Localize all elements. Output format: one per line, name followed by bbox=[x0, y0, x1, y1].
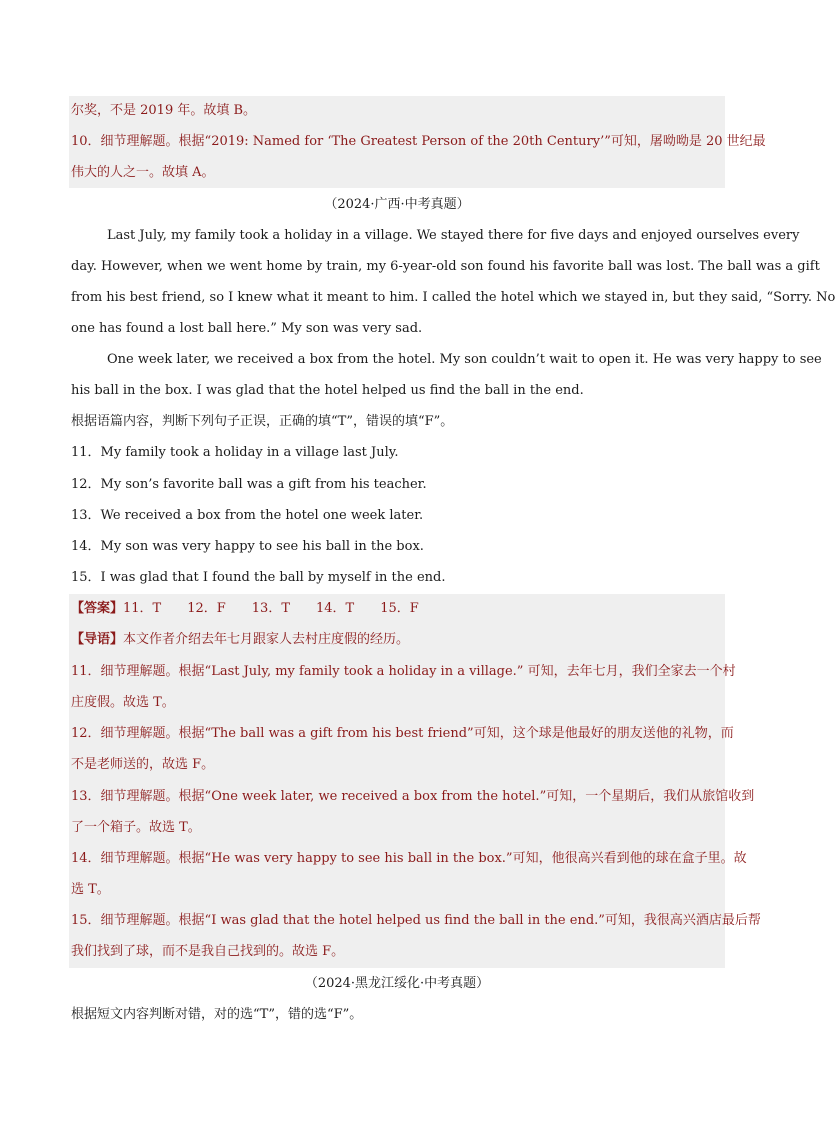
passage-line: One week later, we received a box from the hotel. My son couldn’t wait to open it. He was very happy to see bbox=[107, 352, 822, 367]
question-item: 14．My son was very happy to see his ball in the box. bbox=[71, 539, 424, 554]
question-item: 12．My son’s favorite ball was a gift from his teacher. bbox=[71, 477, 427, 492]
passage-line: from his best friend, so I knew what it meant to him. I called the hotel which we stayed in, but they said, “Sorry. No bbox=[71, 290, 835, 305]
passage-line: Last July, my family took a holiday in a village. We stayed there for five days and enjoyed ourselves every bbox=[107, 228, 800, 243]
source-label: （2024·黑龙江绥化·中考真题） bbox=[304, 976, 490, 991]
explanation-line: 15．细节理解题。根据“I was glad that the hotel helped us find the ball in the end.”可知，我很高兴酒店最后帮 bbox=[71, 913, 761, 928]
explanation-line: 12．细节理解题。根据“The ball was a gift from his best friend”可知，这个球是他最好的朋友送他的礼物，而 bbox=[71, 726, 734, 741]
explanation-line: 14．细节理解题。根据“He was very happy to see his ball in the box.”可知，他很高兴看到他的球在盒子里。故 bbox=[71, 851, 747, 866]
explanation-line: 我们找到了球，而不是我自己找到的。故选 F。 bbox=[71, 944, 345, 959]
explanation-line: 尔奖，不是 2019 年。故填 B。 bbox=[71, 103, 257, 118]
passage-line: one has found a lost ball here.” My son was very sad. bbox=[71, 321, 423, 336]
explanation-line: 选 T。 bbox=[71, 882, 110, 897]
answer-line bbox=[71, 599, 723, 619]
explanation-line: 11．细节理解题。根据“Last July, my family took a holiday in a village.” 可知，去年七月，我们全家去一个村 bbox=[71, 664, 736, 679]
question-item: 15．I was glad that I found the ball by myself in the end. bbox=[71, 570, 446, 585]
explanation-line: 庄度假。故选 T。 bbox=[71, 695, 175, 710]
instruction: 根据短文内容判断对错，对的选“T”，错的选“F”。 bbox=[71, 1007, 363, 1022]
guide-text: 本文作者介绍去年七月跟家人去村庄度假的经历。 bbox=[123, 632, 410, 647]
explanation-line: 伟大的人之一。故填 A。 bbox=[71, 165, 215, 180]
answer-label: 【答案】 bbox=[71, 601, 124, 616]
question-item: 11．My family took a holiday in a village last July. bbox=[71, 445, 399, 460]
instruction: 根据语篇内容，判断下列句子正误，正确的填“T”，错误的填“F”。 bbox=[71, 414, 454, 429]
explanation-line: 13．细节理解题。根据“One week later, we received a box from the hotel.”可知，一个星期后，我们从旅馆收到 bbox=[71, 789, 755, 804]
guide-line bbox=[71, 630, 723, 650]
answer-text: 11．T 12．F 13．T 14．T 15．F bbox=[123, 601, 419, 616]
source-label: （2024·广西·中考真题） bbox=[324, 197, 470, 212]
explanation-line: 10．细节理解题。根据“2019: Named for ‘The Greatest Person of the 20th Century’”可知，屠呦呦是 20 世纪最 bbox=[71, 134, 766, 149]
question-item: 13．We received a box from the hotel one week later. bbox=[71, 508, 424, 523]
guide-label: 【导语】 bbox=[71, 632, 124, 647]
passage-line: day. However, when we went home by train, my 6-year-old son found his favorite ball was lost. The ball was a gift bbox=[71, 259, 820, 274]
explanation-line: 了一个箱子。故选 T。 bbox=[71, 820, 201, 835]
passage-line: his ball in the box. I was glad that the hotel helped us find the ball in the end. bbox=[71, 383, 584, 398]
explanation-line: 不是老师送的，故选 F。 bbox=[71, 757, 215, 772]
